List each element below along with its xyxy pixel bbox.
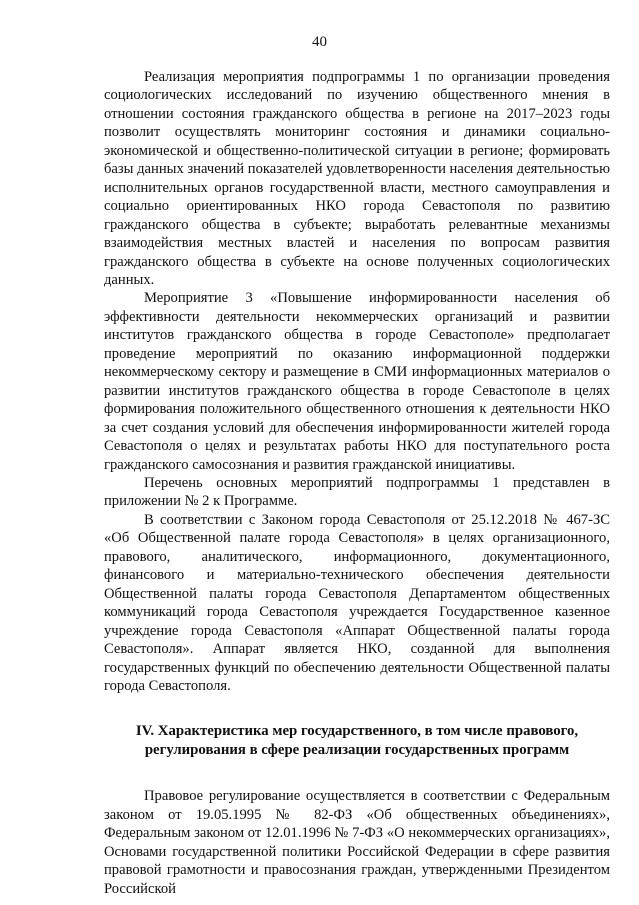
paragraph-legal-regulation: Правовое регулирование осуществляется в соответствии с Федеральным законом от 19.05.1995 № 82-ФЗ «Об общественных объединениях», Федеральным законом от 12.01.1996 № 7-ФЗ «О некоммерческих организациях», Основами государственной политики Российской Федерации в сфере развития правовой грамотности и правосознания граждан, утвержденными Президентом Российской bbox=[104, 788, 610, 897]
paragraph-event-3-informing: Мероприятие 3 «Повышение информированности населения об эффективности деятельности некоммерческих организаций и развитии институтов гражданского общества в городе Севастополе» предполагает проведение мероприятий по оказанию информационной поддержки некоммерческому сектору и размещение в СМИ информационных материалов о развитии институтов гражданского общества в городе Севастополе в целях формирования положительного общественного отношения к деятельности НКО за счет создания условий для обеспечения информированности жителей города Севастополя о целях и результатах работы НКО для поступательного роста гражданского самосознания и развития гражданской инициативы. bbox=[104, 290, 610, 473]
document-body bbox=[104, 68, 610, 898]
paragraph-events-list-reference: Перечень основных мероприятий подпрограммы 1 представлен в приложении № 2 к Программе. bbox=[104, 474, 610, 510]
paragraph-sociological-research: Реализация мероприятия подпрограммы 1 по организации проведения социологических исследований по изучению общественного мнения в отношении состояния гражданского общества в регионе на 2017–2023 годы позволит осуществлять мониторинг состояния и динамики социально-экономической и общественно-политической ситуации в регионе; формировать базы данных значений показателей удовлетворенности населения деятельностью исполнительных органов государственной власти, местного самоуправления и социально ориентированных НКО города Севастополя по развитию гражданского общества в субъекте; выработать релевантные механизмы взаимодействия местных властей и населения по вопросам развития гражданского общества в субъекте на основе полученных социологических данных. bbox=[104, 69, 610, 288]
section-heading-iv: IV. Характеристика мер государственного, в том числе правового, регулирования в сфере реализации государственных программ bbox=[135, 723, 579, 758]
page-number: 40 bbox=[312, 34, 327, 50]
paragraph-public-chamber-apparatus: В соответствии с Законом города Севастополя от 25.12.2018 № 467-ЗС «Об Общественной палате города Севастополя» в целях организационного, правового, аналитического, информационного, документационного, финансового и материально-технического обеспечения деятельности Общественной палаты города Севастополя Департаментом общественных коммуникаций города Севастополя учреждается Государственное казенное учреждение города Севастополя «Аппарат Общественной палаты города Севастополя». Аппарат является НКО, созданной для выполнения государственных функций по обеспечению деятельности Общественной палаты города Севастополя. bbox=[104, 511, 610, 694]
